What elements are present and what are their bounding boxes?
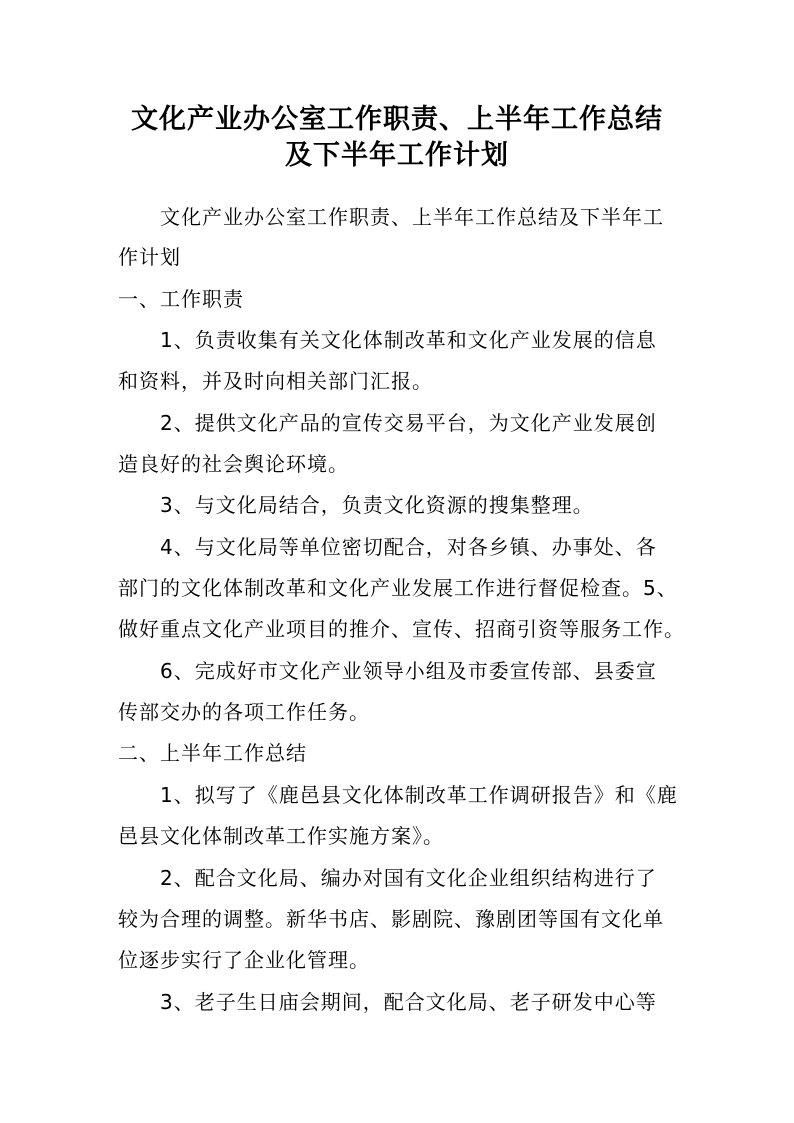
document-title-line-2: 及下半年工作计划 [285,140,509,171]
body-line: 3、与文化局结合，负责文化资源的搜集整理。 [160,493,594,517]
body-line: 部门的文化体制改革和文化产业发展工作进行督促检查。5、 [118,576,678,600]
body-line: 1、拟写了《鹿邑县文化体制改革工作调研报告》和《鹿 [160,783,678,807]
body-line: 邑县文化体制改革工作实施方案》。 [118,824,444,848]
body-line: 和资料，并及时向相关部门汇报。 [118,369,433,393]
body-line: 做好重点文化产业项目的推介、宣传、招商引资等服务工作。 [118,617,685,641]
body-line: 作计划 [118,245,181,269]
body-line: 3、老子生日庙会期间，配合文化局、老子研发中心等 [160,990,657,1014]
body-line: 6、完成好市文化产业领导小组及市委宣传部、县委宣 [160,659,657,683]
body-line: 造良好的社会舆论环境。 [118,452,349,476]
body-line: 较为合理的调整。新华书店、影剧院、豫剧团等国有文化单 [118,907,664,931]
body-line: 2、配合文化局、编办对国有文化企业组织结构进行了 [160,866,657,890]
body-line: 1、负责收集有关文化体制改革和文化产业发展的信息 [160,328,657,352]
body-line: 位逐步实行了企业化管理。 [118,948,370,972]
section-heading: 二、上半年工作总结 [118,741,307,765]
document-title-line-1: 文化产业办公室工作职责、上半年工作总结 [131,104,663,135]
body-line: 4、与文化局等单位密切配合，对各乡镇、办事处、各 [160,535,657,559]
body-line: 2、提供文化产品的宣传交易平台，为文化产业发展创 [160,411,657,435]
section-heading: 一、工作职责 [118,287,244,311]
body-line: 文化产业办公室工作职责、上半年工作总结及下半年工 [160,205,664,229]
body-line: 传部交办的各项工作任务。 [118,700,370,724]
